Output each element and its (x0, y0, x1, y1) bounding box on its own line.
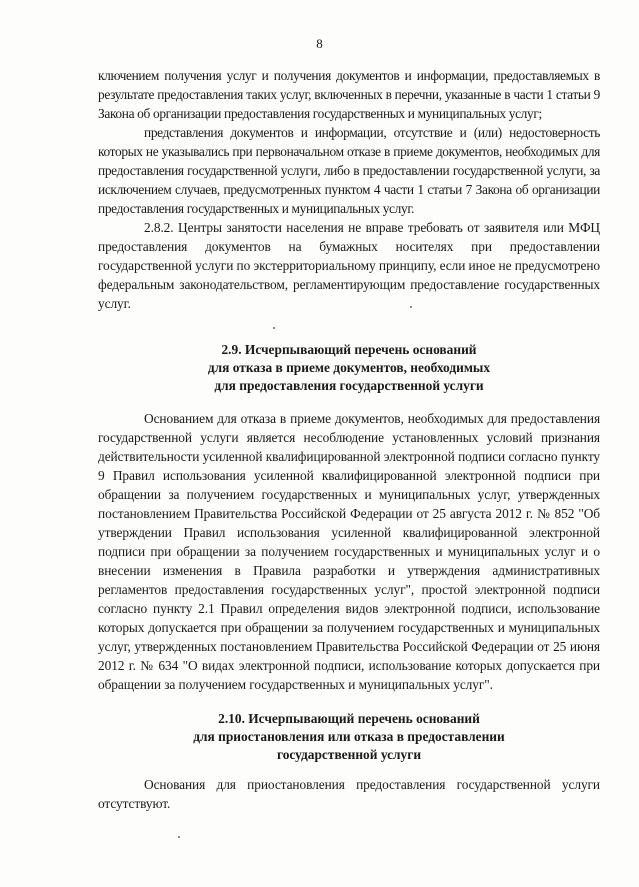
section-2-10-text (98, 775, 600, 813)
page-number: 8 (316, 36, 323, 51)
top-text-block (98, 66, 600, 313)
section-2-9-body: Основанием для отказа в приеме документов, необходимых для предоставления государственной услуги является несоблюдение установленных условий признания действительности усиленной квалифицированной электронной подписи согласно пункту 9 Правил использования усиленной квалифицированной электронной подписи при обращении за получением государственных и муниципальных услуг, утвержденных постановлением Правительства Российской Федерации от 25 августа 2012 г. № 852 "Об утверждении Правил использования усиленной квалифицированной электронной подписи при обращении за получением государственных и муниципальных услуг и о внесении изменения в Правила разработки и утверждения административных регламентов предоставления государственных услуг", простой электронной подписи согласно пункту 2.1 Правил определения видов электронной подписи, использование которых допускается при обращении за получением государственных и муниципальных услуг, утвержденных постановлением Правительства Российской Федерации от 25 июня 2012 г. № 634 "О видах электронной подписи, использование которых допускается при обращении за получением государственных и муниципальных услуг". (98, 411, 600, 692)
heading-line: 2.9. Исчерпывающий перечень оснований (221, 342, 477, 357)
scan-speck (273, 327, 275, 329)
paragraph-representation: представления документов и информации, отсутствие и (или) недостоверность которых не указывались при первоначальном отказе в приеме документов, необходимых для предоставления государственной услуги, либо в предоставлении государственной услуги, за исключением случаев, предусмотренных пунктом 4 части 1 статьи 7 Закона об организации предоставления государственных и муниципальных услуг. (98, 125, 600, 216)
heading-line: для предоставления государственной услуги (214, 378, 484, 393)
section-2-10-body: Основания для приостановления предоставления государственной услуги отсутствуют. (98, 777, 600, 811)
scan-speck (410, 306, 412, 308)
heading-line: для отказа в приеме документов, необходимых (207, 360, 491, 375)
scan-speck (178, 836, 180, 838)
heading-line: 2.10. Исчерпывающий перечень оснований (218, 711, 480, 726)
section-2-9-heading (98, 341, 600, 395)
section-2-10-heading (98, 710, 600, 764)
paragraph-2-8-2: 2.8.2. Центры занятости населения не вправе требовать от заявителя или МФЦ предоставления документов на бумажных носителях при предоставлении государственной услуги по экстерриториальному принципу, если иное не предусмотрено федеральным законодательством, регламентирующим предоставление государственных услуг. (98, 220, 600, 311)
heading-line: государственной услуги (276, 747, 422, 762)
paragraph-continuation: ключением получения услуг и получения документов и информации, предоставляемых в результате предоставления таких услуг, включенных в перечни, указанные в части 1 статьи 9 Закона об организации предоставления государственных и муниципальных услуг; (98, 68, 600, 121)
section-2-9-text (98, 409, 600, 694)
heading-line: для приостановления или отказа в предоставлении (193, 729, 505, 744)
